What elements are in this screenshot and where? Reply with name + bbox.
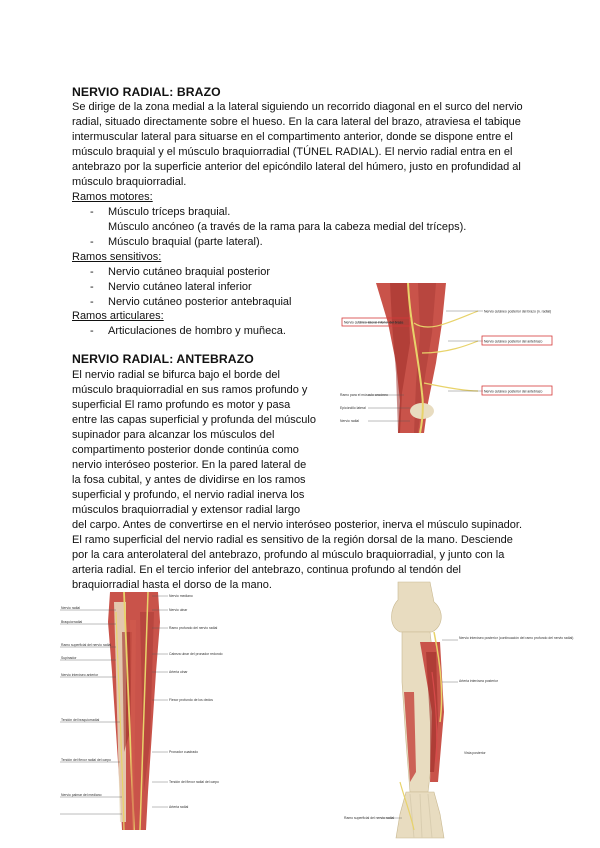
- label-text: Nervio interóseo anterior: [61, 673, 99, 677]
- forearm-anterior-figure: [60, 592, 223, 830]
- intro-line: intermuscular lateral para situarse en el compartimento anterior, donde se dispone entre el: [72, 131, 513, 143]
- label-text: Ramo superficial del nervio radial: [61, 643, 112, 647]
- bone-shape: [392, 582, 442, 632]
- label-text: Nervio interóseo posterior (continuación del ramo profundo del nervio radial): [459, 636, 574, 640]
- label-text: Arteria ulnar: [169, 670, 188, 674]
- paragraph-line: músculos braquiorradial y extensor radial largo: [72, 504, 301, 516]
- label-text: Nervio cutáneo lateral inferior del brazo: [344, 320, 404, 325]
- intro-line: músculo braquial y el músculo braquiorradial (TÚNEL RADIAL). El nervio radial entra en el: [72, 146, 513, 158]
- label-text: Flexor profundo de los dedos: [169, 698, 213, 702]
- intro-line: antebrazo por la superficie anterior del epicóndilo lateral del húmero, justo en profundidad al: [72, 161, 521, 173]
- arm-anatomy-figure: [338, 283, 560, 433]
- paragraph-line: El nervio radial se bifurca bajo el borde del: [72, 369, 280, 381]
- motor-branches-label: Ramos motores:: [72, 191, 153, 203]
- label-text: Nervio cutáneo posterior del brazo (n. radial): [484, 309, 552, 314]
- paragraph-line: la fosa cubital, y antes de dividirse en los ramos: [72, 474, 306, 486]
- articular-branches-label: Ramos articulares:: [72, 310, 164, 322]
- label-text: Nervio radial: [340, 419, 360, 423]
- paragraph-line: entre las capas superficial y profunda del músculo: [72, 414, 316, 426]
- paragraph-line: músculo braquiorradial en sus ramos profundo y: [72, 384, 308, 396]
- label-text: Braquiorradial: [61, 620, 83, 624]
- label-text: Tendón del braquiorradial: [61, 718, 100, 722]
- label-text: Nervio radial: [61, 606, 81, 610]
- label-text: Epicóndilo lateral: [340, 406, 366, 410]
- label-text: Ramo profundo del nervio radial: [169, 626, 218, 630]
- label-text: Pronador cuadrado: [169, 750, 199, 754]
- intro-line: radial, situado directamente sobre el hueso. En la cara lateral del brazo, atraviesa el tabique: [72, 116, 521, 128]
- paragraph-line: supinador para alcanzar los músculos del: [72, 429, 275, 441]
- label-text: Nervio mediano: [169, 594, 193, 598]
- section-title-antebrazo: NERVIO RADIAL: ANTEBRAZO: [72, 352, 254, 366]
- section-title-brazo: NERVIO RADIAL: BRAZO: [72, 85, 221, 99]
- paragraph-line: El ramo superficial del nervio radial es sensitivo de la región dorsal de la mano. Desciende: [72, 534, 513, 546]
- label-text: Ramo superficial del nervio radial: [344, 816, 395, 820]
- label-text: Nervio cutáneo posterior del antebrazo: [484, 389, 543, 394]
- label-text: Tendón del flexor radial del carpo: [61, 758, 111, 762]
- paragraph-line: por la cara anterolateral del antebrazo, profundo al músculo braquiorradial, y junto con la: [72, 549, 505, 561]
- label-text: Arteria interósea posterior: [459, 679, 499, 683]
- label-text: Cabeza ulnar del pronador redondo: [169, 652, 223, 656]
- paragraph-line: del carpo. Antes de convertirse en el nervio interóseo posterior, inerva el músculo supinador.: [72, 519, 523, 531]
- label-text: Ramo para el músculo ancóneo: [340, 393, 388, 397]
- paragraph-line: braquiorradial hasta el dorso de la mano.: [72, 579, 272, 591]
- paragraph-line: compartimento posterior donde continúa como: [72, 444, 299, 456]
- label-text: Supinador: [61, 656, 77, 660]
- label-text: Nervio ulnar: [169, 608, 188, 612]
- forearm-posterior-figure: [340, 582, 574, 838]
- paragraph-line: superficial El ramo profundo es motor y pasa: [72, 399, 291, 411]
- label-text: Tendón del flexor radial del carpo: [169, 780, 219, 784]
- paragraph-line: nervio interóseo posterior. En la pared lateral de: [72, 459, 307, 471]
- document-page: NERVIO RADIAL: BRAZO Se dirige de la zona medial a la lateral siguiendo un recorrido diagonal en el surco del nervio radial, situado directamente sobre el hueso. En la cara lateral del brazo, atraviesa el tabique intermuscular lateral para situarse en el compartimento anterior, donde se dispone entre el músculo braquial y el músculo braquiorradial (TÚNEL RADIAL). El nervio radial entra en el antebrazo por la superficie anterior del epicóndilo lateral del húmero, justo en profundidad al músculo braquiorradial. Ramos motores: - Músculo tríceps braquial. Músculo ancóneo (a través de la rama para la cabeza medial del tríceps). - Músculo braquial (parte lateral). Ramos sensitivos: - Nervio cutáneo braquial posterior - Nervio cutáneo lateral inferior - Nervio cutáneo posterior antebraquial Ramos articulares: - Articulaciones de hombro y muñeca. NERVIO RADIAL: ANTEBRAZO El nervio radial se bifurca bajo el borde del músculo braquiorradial en sus ramos profundo y superficial El ramo profundo es motor y pasa entre las capas superficial y profunda del músculo supinador para alcanzar los músculos del compartimento posterior donde continúa como nervio interóseo posterior. En la pared lateral de la fosa cubital, y antes de dividirse en los ramos superficial y profundo, el nervio radial inerva los músculos braquiorradial y extensor radial largo del carpo. Antes de convertirse en el nervio interóseo posterior, inerva el músculo supinador. El ramo superficial del nervio radial es sensitivo de la región dorsal de la mano. Desciende por la cara anterolateral del antebrazo, profundo al músculo braquiorradial, y junto con la arteria radial. En el tercio inferior del antebrazo, continua profundo al tendón del braquiorradial hasta el dorso de la mano. Nervio cutáneo lateral inferior del brazo Nervio cutáneo posterior del brazo (n. radial) Nervio cutáneo posterior del antebrazo Nervio cutáneo posterior del antebrazo Ramo para el músculo ancóneo Epicóndilo lateral Nervio radial Nervio radial Braquiorradial Ramo superficial del nervio radial Supinador Nervio interóseo anterior Tendón del braquiorradial Tendón del flexor radial del carpo Nervio palmar del mediano Nervio mediano Nervio ulnar Ramo profundo del nervio radial Cabeza ulnar del pronador redondo Arteria ulnar Flexor profundo de los dedos Pronador cuadrado Tendón del flexor radial del carpo Arteria radial Nervio interóseo posterior (continuación del ramo profundo del nervio radial) Arteria interósea posterior Vista posterior Ramo superficial del nervio radial: [0, 0, 600, 848]
- label-text: Nervio palmar del mediano: [61, 793, 102, 797]
- label-text: Arteria radial: [169, 805, 189, 809]
- paragraph-line: arteria radial. En el tercio inferior del antebrazo, continua profundo al tendón del: [72, 564, 461, 576]
- intro-line: músculo braquiorradial.: [72, 176, 187, 188]
- label-text: Vista posterior: [464, 751, 486, 755]
- intro-line: Se dirige de la zona medial a la lateral siguiendo un recorrido diagonal en el surco del nervio: [72, 101, 523, 113]
- label-text: Nervio cutáneo posterior del antebrazo: [484, 339, 543, 344]
- paragraph-line: superficial y profundo, el nervio radial inerva los: [72, 489, 305, 501]
- sensory-branches-label: Ramos sensitivos:: [72, 251, 162, 263]
